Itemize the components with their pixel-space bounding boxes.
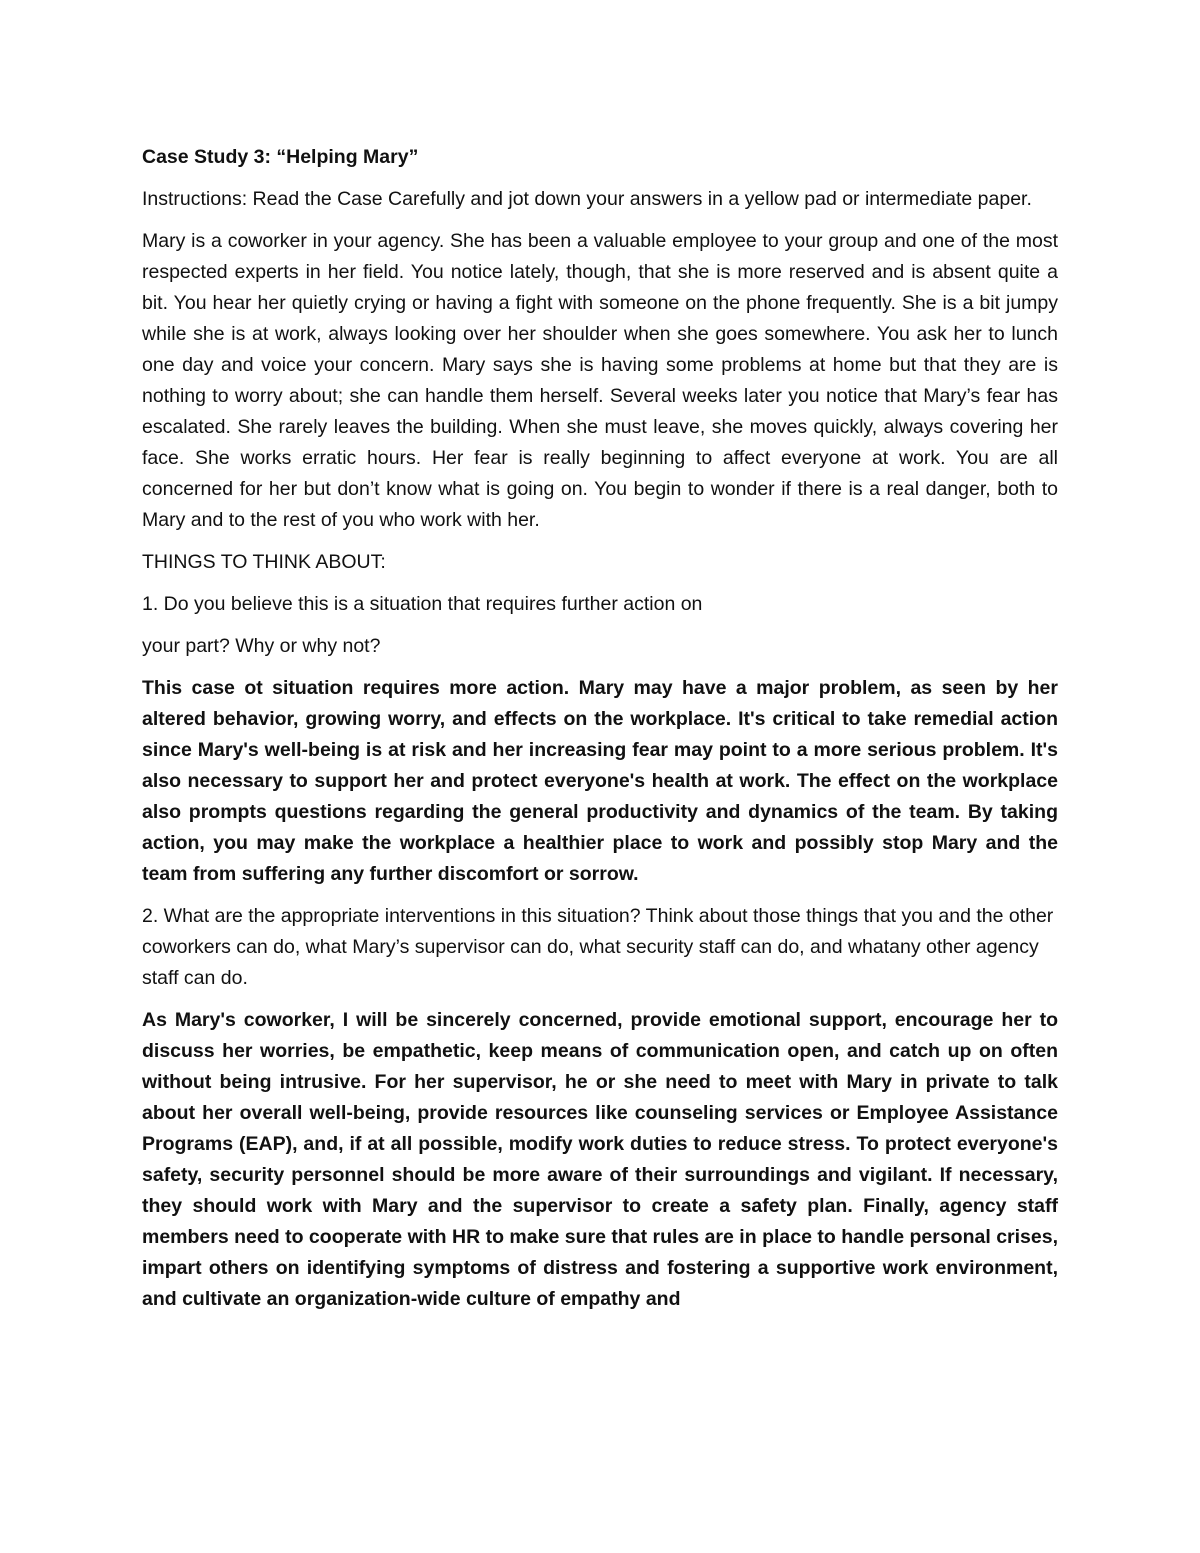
- case-description-paragraph: Mary is a coworker in your agency. She has been a valuable employee to your group and one of the most respected experts in her field. You notice lately, though, that she is more reserved and is absent quite a bit. You hear her quietly crying or having a fight with someone on the phone frequently. She is a bit jumpy while she is at work, always looking over her shoulder when she goes somewhere. You ask her to lunch one day and voice your concern. Mary says she is having some problems at home but that they are is nothing to worry about; she can handle them herself. Several weeks later you notice that Mary’s fear has escalated. She rarely leaves the building. When she must leave, she moves quickly, always covering her face. She works erratic hours. Her fear is really beginning to affect everyone at work. You are all concerned for her but don’t know what is going on. You begin to wonder if there is a real danger, both to Mary and to the rest of you who work with her.: [142, 230, 1058, 531]
- question-2-paragraph: 2. What are the appropriate interventions in this situation? Think about those things that you and the other coworkers can do, what Mary’s supervisor can do, what security staff can do, and whatany other agency staff can do.: [142, 905, 1054, 989]
- case-study-title: Case Study 3: “Helping Mary”: [142, 146, 419, 168]
- instructions-paragraph: Instructions: Read the Case Carefully and jot down your answers in a yellow pad or intermediate paper.: [142, 188, 1032, 210]
- document-content: [142, 142, 1058, 1326]
- question-1-line-1: 1. Do you believe this is a situation that requires further action on: [142, 593, 703, 615]
- things-to-think-about-heading: THINGS TO THINK ABOUT:: [142, 551, 386, 573]
- answer-2-paragraph: As Mary's coworker, I will be sincerely concerned, provide emotional support, encourage her to discuss her worries, be empathetic, keep means of communication open, and catch up on often without being intrusive. For her supervisor, he or she need to meet with Mary in private to talk about her overall well-being, provide resources like counseling services or Employee Assistance Programs (EAP), and, if at all possible, modify work duties to reduce stress. To protect everyone's safety, security personnel should be more aware of their surroundings and vigilant. If necessary, they should work with Mary and the supervisor to create a safety plan. Finally, agency staff members need to cooperate with HR to make sure that rules are in place to handle personal crises, impart others on identifying symptoms of distress and fostering a supportive work environment, and cultivate an organization-wide culture of empathy and: [142, 1009, 1058, 1310]
- answer-1-paragraph: This case ot situation requires more action. Mary may have a major problem, as seen by her altered behavior, growing worry, and effects on the workplace. It's critical to take remedial action since Mary's well-being is at risk and her increasing fear may point to a more serious problem. It's also necessary to support her and protect everyone's health at work. The effect on the workplace also prompts questions regarding the general productivity and dynamics of the team. By taking action, you may make the workplace a healthier place to work and possibly stop Mary and the team from suffering any further discomfort or sorrow.: [142, 677, 1058, 885]
- question-1-line-2: your part? Why or why not?: [142, 635, 381, 657]
